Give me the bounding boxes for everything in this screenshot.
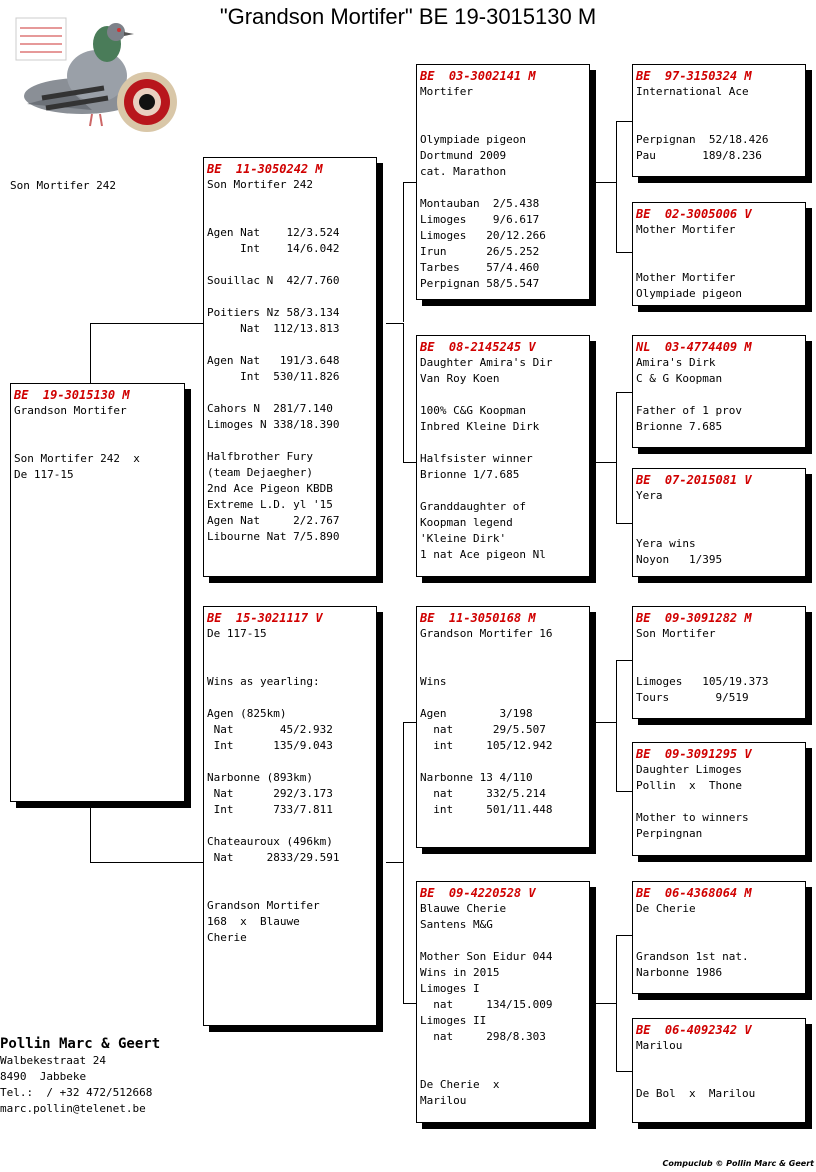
box-line: Pau 189/8.236 <box>636 149 762 162</box>
box-lines <box>207 177 373 545</box>
owner-info <box>0 1035 160 1117</box>
box-line: 2nd Ace Pigeon KBDB <box>207 482 333 495</box>
box-line: 1 nat Ace pigeon Nl <box>420 548 546 561</box>
box-line: Yera wins <box>636 537 696 550</box>
ring-number: NL 03-4774409 M <box>636 340 752 354</box>
box-line: Agen Nat 12/3.524 <box>207 226 340 239</box>
connector <box>616 462 617 524</box>
ring-number: BE 07-2015081 V <box>636 473 752 487</box>
ring-number: BE 06-4092342 V <box>636 1023 752 1037</box>
box-line <box>420 754 586 770</box>
box-line: Limoges N 338/18.390 <box>207 418 340 431</box>
box-line <box>207 690 373 706</box>
box-line: Tours 9/519 <box>636 691 749 704</box>
pedigree-box-ssd <box>632 202 806 306</box>
box-line: 'Kleine Dirk' <box>420 532 507 545</box>
box-line: Mother Mortifer <box>636 223 736 236</box>
connector <box>403 182 417 183</box>
box-line <box>420 180 586 196</box>
box-line: Daughter Limoges <box>636 763 742 776</box>
box-line <box>636 387 802 403</box>
box-lines <box>420 84 586 292</box>
box-line <box>207 658 373 674</box>
box-line: Olympiade pigeon <box>420 133 526 146</box>
connector <box>90 323 204 324</box>
box-line <box>207 433 373 449</box>
ring-number: BE 06-4368064 M <box>636 886 752 900</box>
connector <box>596 722 616 723</box>
connector <box>616 182 617 253</box>
box-line <box>420 116 586 132</box>
connector <box>616 791 633 792</box>
box-line: Int 135/9.043 <box>207 739 333 752</box>
owner-street: Walbekestraat 24 <box>0 1054 106 1067</box>
connector <box>386 862 403 863</box>
box-line: Chateauroux (496km) <box>207 835 333 848</box>
pedigree-box-dd <box>416 881 590 1123</box>
box-line: Olympiade pigeon <box>636 287 742 300</box>
connector <box>616 1003 617 1072</box>
box-line <box>420 1061 586 1077</box>
box-line <box>636 917 802 933</box>
box-line: Son Mortifer <box>636 627 716 640</box>
pedigree-box-subject <box>10 383 185 802</box>
connector <box>403 722 404 863</box>
box-line: nat 29/5.507 <box>420 723 546 736</box>
box-line: Tarbes 57/4.460 <box>420 261 540 274</box>
ring-number: BE 09-4220528 V <box>420 886 536 900</box>
connector <box>386 323 403 324</box>
box-line: De Cherie x <box>420 1078 500 1091</box>
box-line: nat 134/15.009 <box>420 998 553 1011</box>
box-line <box>207 642 373 658</box>
box-line: Grandson Mortifer <box>14 404 127 417</box>
pedigree-box-dsd <box>632 742 806 856</box>
box-line <box>420 690 586 706</box>
box-line: Noyon 1/395 <box>636 553 723 566</box>
box-line: De 117-15 <box>207 627 267 640</box>
connector <box>616 660 617 722</box>
box-line <box>420 658 586 674</box>
box-line: Extreme L.D. yl '15 <box>207 498 333 511</box>
connector <box>403 323 404 463</box>
box-line: Agen Nat 2/2.767 <box>207 514 340 527</box>
pigeon-photo <box>12 14 182 134</box>
box-line: De 117-15 <box>14 468 74 481</box>
box-line: 100% C&G Koopman <box>420 404 526 417</box>
box-line: Son Mortifer 242 x <box>14 452 140 465</box>
box-line: Mortifer <box>420 85 473 98</box>
box-line: cat. Marathon <box>420 165 507 178</box>
box-line: De Bol x Marilou <box>636 1087 756 1100</box>
pedigree-box-ds <box>416 606 590 848</box>
ring-number: BE 02-3005006 V <box>636 207 752 221</box>
connector <box>616 252 633 253</box>
connector <box>90 323 91 384</box>
box-line: Marilou <box>636 1039 683 1052</box>
box-line: Wins as yearling: <box>207 675 320 688</box>
box-lines <box>636 488 802 568</box>
box-line: Nat 45/2.932 <box>207 723 333 736</box>
connector <box>596 1003 616 1004</box>
box-line: Nat 292/3.173 <box>207 787 333 800</box>
box-line: Narbonne 1986 <box>636 966 723 979</box>
box-line: Perpignan 58/5.547 <box>420 277 540 290</box>
pedigree-box-dam <box>203 606 377 1026</box>
box-line <box>636 1070 802 1086</box>
connector <box>616 392 617 462</box>
box-line: Dortmund 2009 <box>420 149 507 162</box>
box-line: Perpingnan <box>636 827 703 840</box>
box-line <box>636 658 802 674</box>
box-line: Agen Nat 191/3.648 <box>207 354 340 367</box>
connector <box>616 1071 633 1072</box>
box-line: Grandson 1st nat. <box>636 950 749 963</box>
pedigree-logo-mark <box>16 18 66 60</box>
box-line: Agen 3/198 <box>420 707 533 720</box>
box-line <box>207 289 373 305</box>
credit-line: Compuclub © Pollin Marc & Geert <box>662 1159 814 1168</box>
connector <box>90 801 91 863</box>
connector <box>616 121 617 182</box>
box-line: Grandson Mortifer <box>207 899 320 912</box>
box-lines <box>636 84 802 164</box>
connector <box>616 935 617 1003</box>
box-line <box>636 254 802 270</box>
box-lines <box>207 626 373 946</box>
owner-city: 8490 Jabbeke <box>0 1070 87 1083</box>
ring-number: BE 15-3021117 V <box>207 611 323 625</box>
box-line <box>420 100 586 116</box>
box-lines <box>636 355 802 435</box>
pedigree-box-sss <box>632 64 806 177</box>
box-line: Int 733/7.811 <box>207 803 333 816</box>
box-lines <box>14 403 181 483</box>
box-line: Cherie <box>207 931 247 944</box>
connector <box>616 660 633 661</box>
box-lines <box>636 222 802 302</box>
connector <box>403 182 404 322</box>
box-line: Van Roy Koen <box>420 372 500 385</box>
pedigree-box-sdd <box>632 468 806 577</box>
box-line: Perpignan 52/18.426 <box>636 133 769 146</box>
box-line: Daughter Amira's Dir <box>420 356 553 369</box>
box-line: Souillac N 42/7.760 <box>207 274 340 287</box>
box-line <box>207 209 373 225</box>
page-title: "Grandson Mortifer" BE 19-3015130 M <box>219 4 597 29</box>
box-line: int 501/11.448 <box>420 803 553 816</box>
connector <box>90 862 204 863</box>
box-line: Nat 112/13.813 <box>207 322 340 335</box>
box-line <box>636 1054 802 1070</box>
box-line: Nat 2833/29.591 <box>207 851 340 864</box>
ring-number: BE 11-3050242 M <box>207 162 323 176</box>
box-line: Limoges 20/12.266 <box>420 229 546 242</box>
connector <box>596 182 616 183</box>
box-line: Poitiers Nz 58/3.134 <box>207 306 340 319</box>
box-line <box>207 866 373 882</box>
box-line: Halfsister winner <box>420 452 533 465</box>
box-line: De Cherie <box>636 902 696 915</box>
connector <box>616 523 633 524</box>
box-line: Halfbrother Fury <box>207 450 313 463</box>
box-line: Wins in 2015 <box>420 966 500 979</box>
box-line: Limoges I <box>420 982 480 995</box>
box-line: Int 530/11.826 <box>207 370 340 383</box>
box-line: Agen (825km) <box>207 707 287 720</box>
box-line: Koopman legend <box>420 516 513 529</box>
ring-number: BE 19-3015130 M <box>14 388 130 402</box>
owner-name: Pollin Marc & Geert <box>0 1036 161 1052</box>
owner-email[interactable]: marc.pollin@telenet.be <box>0 1102 146 1115</box>
box-lines <box>636 901 802 981</box>
box-line: Int 14/6.042 <box>207 242 340 255</box>
box-line <box>207 882 373 898</box>
pedigree-box-sd <box>416 335 590 577</box>
box-line <box>636 642 802 658</box>
box-lines <box>636 762 802 842</box>
box-line: International Ace <box>636 85 749 98</box>
eye-illustration <box>117 72 177 132</box>
box-line <box>420 435 586 451</box>
box-line: Brionne 1/7.685 <box>420 468 520 481</box>
connector <box>403 1003 417 1004</box>
box-line: Blauwe Cherie <box>420 902 507 915</box>
box-lines <box>636 626 802 706</box>
pedigree-box-ss <box>416 64 590 300</box>
box-line: (team Dejaegher) <box>207 466 313 479</box>
box-line: Limoges 105/19.373 <box>636 675 769 688</box>
box-line: Inbred Kleine Dirk <box>420 420 540 433</box>
box-line <box>207 193 373 209</box>
box-line: Amira's Dirk <box>636 356 716 369</box>
connector <box>596 462 616 463</box>
connector <box>616 121 633 122</box>
ring-number: BE 03-3002141 M <box>420 69 536 83</box>
box-line: Santens M&G <box>420 918 493 931</box>
box-lines <box>420 355 586 563</box>
ring-number: BE 97-3150324 M <box>636 69 752 83</box>
box-line <box>636 100 802 116</box>
box-lines <box>420 901 586 1109</box>
box-line: Narbonne (893km) <box>207 771 313 784</box>
box-lines <box>636 1038 802 1102</box>
connector <box>403 862 404 1004</box>
box-line: Irun 26/5.252 <box>420 245 540 258</box>
pedigree-box-sire <box>203 157 377 577</box>
box-line: Mother to winners <box>636 811 749 824</box>
side-label: Son Mortifer 242 <box>10 179 116 192</box>
box-line <box>207 337 373 353</box>
ring-number: BE 08-2145245 V <box>420 340 536 354</box>
connector <box>403 722 417 723</box>
box-line: Brionne 7.685 <box>636 420 723 433</box>
box-line <box>636 238 802 254</box>
box-line <box>636 520 802 536</box>
box-lines <box>420 626 586 818</box>
box-line: nat 332/5.214 <box>420 787 546 800</box>
box-line <box>14 435 181 451</box>
box-line <box>636 933 802 949</box>
box-line: Marilou <box>420 1094 467 1107</box>
box-line: Mother Son Eidur 044 <box>420 950 553 963</box>
owner-phone: Tel.: / +32 472/512668 <box>0 1086 153 1099</box>
connector <box>403 462 417 463</box>
connector <box>616 722 617 792</box>
box-line: Narbonne 13 4/110 <box>420 771 533 784</box>
box-line <box>636 794 802 810</box>
box-line <box>420 1045 586 1061</box>
box-line: C & G Koopman <box>636 372 723 385</box>
ring-number: BE 09-3091282 M <box>636 611 752 625</box>
box-line: Grandson Mortifer 16 <box>420 627 553 640</box>
connector <box>616 935 633 936</box>
box-line: int 105/12.942 <box>420 739 553 752</box>
box-line: Granddaughter of <box>420 500 526 513</box>
box-line <box>420 933 586 949</box>
box-line <box>207 754 373 770</box>
box-line <box>207 385 373 401</box>
box-line <box>14 419 181 435</box>
box-line: Son Mortifer 242 <box>207 178 313 191</box>
box-line: Wins <box>420 675 447 688</box>
box-line <box>207 818 373 834</box>
pedigree-box-dss <box>632 606 806 719</box>
box-line: Libourne Nat 7/5.890 <box>207 530 340 543</box>
ring-number: BE 11-3050168 M <box>420 611 536 625</box>
box-line: Mother Mortifer <box>636 271 736 284</box>
pedigree-box-sds <box>632 335 806 448</box>
box-line <box>420 387 586 403</box>
box-line <box>207 257 373 273</box>
box-line: 168 x Blauwe <box>207 915 300 928</box>
box-line: Cahors N 281/7.140 <box>207 402 333 415</box>
box-line: Limoges 9/6.617 <box>420 213 540 226</box>
box-line: Pollin x Thone <box>636 779 742 792</box>
box-line: Montauban 2/5.438 <box>420 197 540 210</box>
box-line <box>420 642 586 658</box>
box-line <box>420 483 586 499</box>
box-line: Yera <box>636 489 663 502</box>
box-line: Father of 1 prov <box>636 404 742 417</box>
ring-number: BE 09-3091295 V <box>636 747 752 761</box>
pedigree-box-ddd <box>632 1018 806 1123</box>
connector <box>616 392 633 393</box>
pedigree-box-dds <box>632 881 806 994</box>
box-line: nat 298/8.303 <box>420 1030 546 1043</box>
box-line: Limoges II <box>420 1014 487 1027</box>
box-line <box>636 116 802 132</box>
box-line <box>636 504 802 520</box>
